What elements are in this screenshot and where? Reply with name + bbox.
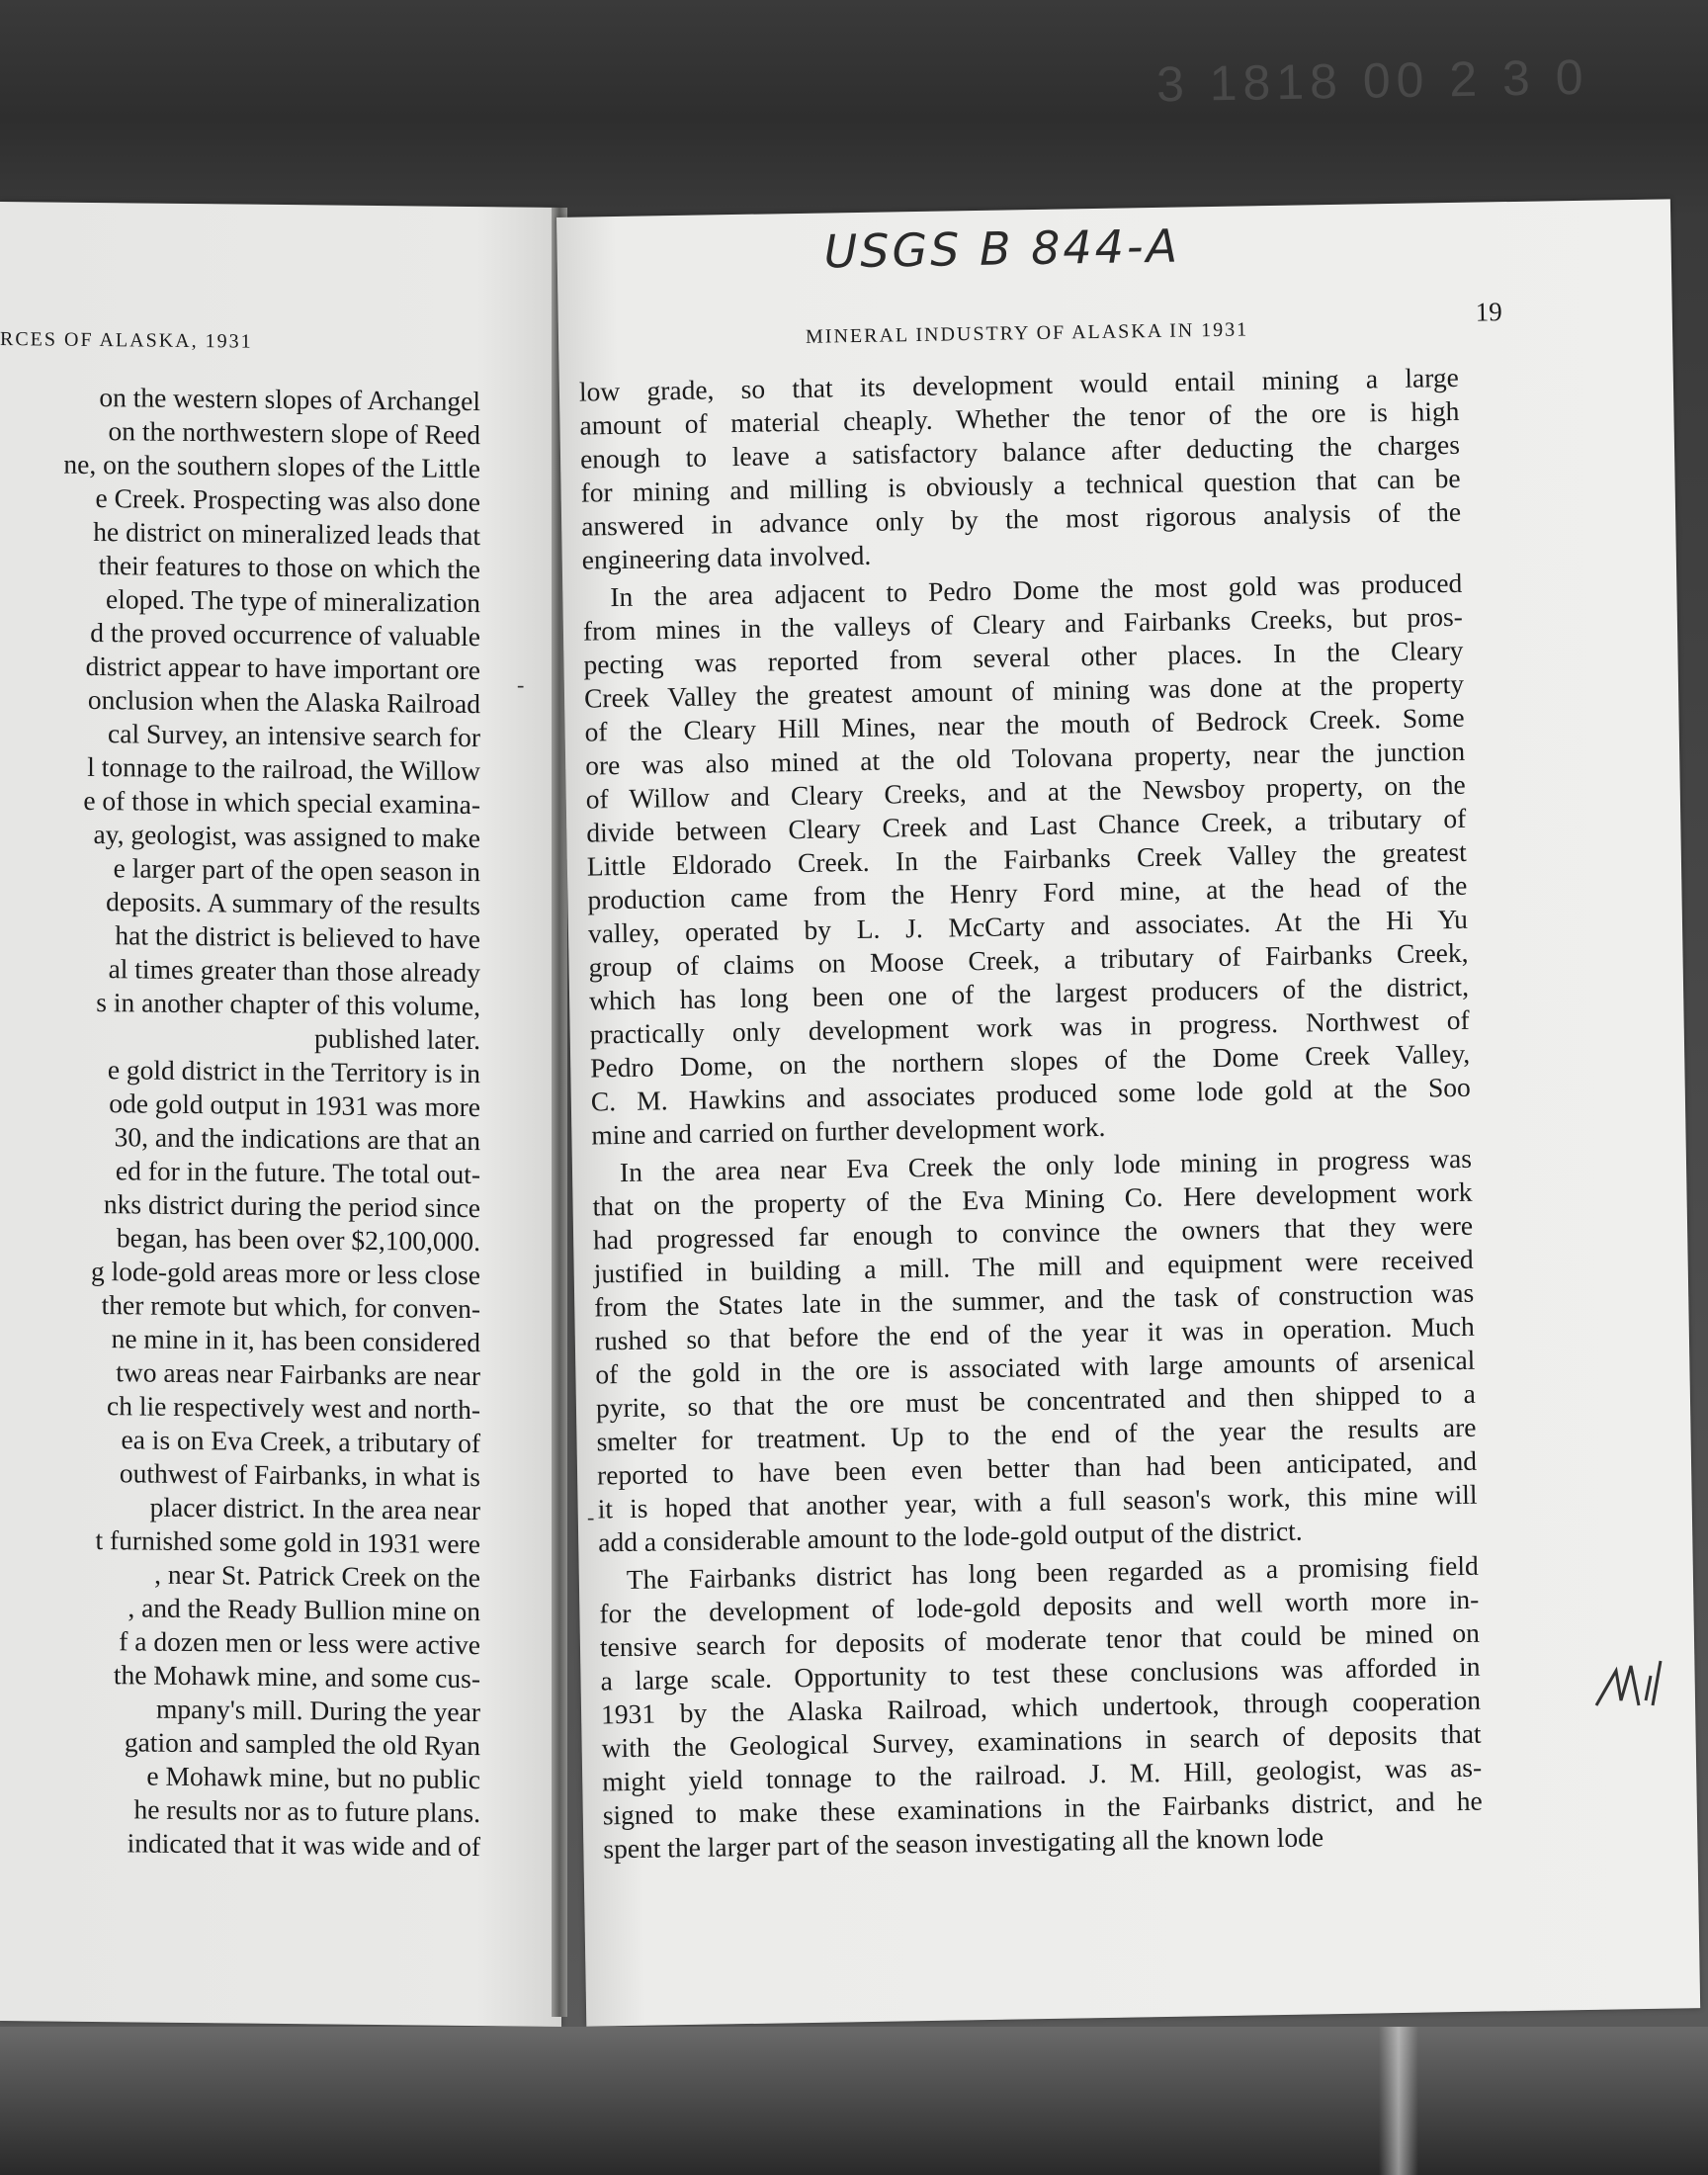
text-line: The Fairbanks district has long been regarded as a promising field (626, 1549, 1479, 1596)
text-line: 30, and the indications are that an (114, 1121, 480, 1157)
text-line: on the western slopes of Archangel (99, 382, 480, 417)
text-line: ea is on Eva Creek, a tributary of (121, 1424, 480, 1459)
text-line: group of claims on Moose Creek, a tributary of Fairbanks Creek, (588, 936, 1469, 983)
text-line: In the area adjacent to Pedro Dome the most gold was produced (610, 566, 1463, 613)
text-line: tensive search for deposits of moderate tenor that could be mined on (599, 1616, 1481, 1663)
text-line: s in another chapter of this volume, (96, 987, 480, 1022)
text-line: signed to make these examinations in the Fairbanks district, and he (602, 1784, 1483, 1831)
text-line: , near St. Patrick Creek on the (154, 1558, 480, 1594)
right-running-head: MINERAL INDUSTRY OF ALASKA IN 1931 (805, 318, 1249, 348)
text-line: ne mine in it, has been considered (111, 1323, 480, 1358)
text-line: rushed so that before the end of the year it was in operation. Much (594, 1310, 1475, 1356)
text-line: ed for in the future. The total out- (115, 1155, 480, 1190)
text-line: al times greater than those already (108, 953, 480, 989)
text-line: gation and sampled the old Ryan (124, 1726, 480, 1762)
text-line: enough to leave a satisfactory balance after deducting the charges (579, 428, 1461, 475)
text-line: ch lie respectively west and north- (107, 1390, 480, 1426)
text-line: with the Geological Survey, examinations in search of deposits that (601, 1717, 1482, 1764)
text-line: mine and carried on further development work. (591, 1110, 1106, 1151)
text-line: that on the property of the Eva Mining Co. Here development work (592, 1175, 1473, 1222)
text-line: ode gold output in 1931 was more (109, 1088, 480, 1123)
text-line: e gold district in the Territory is in (107, 1054, 480, 1089)
text-line: a large scale. Opportunity to test these conclusions was afforded in (600, 1650, 1481, 1696)
text-line: l tonnage to the railroad, the Willow (87, 750, 480, 787)
text-line: outhwest of Fairbanks, in what is (119, 1457, 480, 1493)
margin-mark: - (517, 672, 525, 697)
text-line: production came from the Henry Ford mine, at the head of the (587, 869, 1468, 915)
text-line: eloped. The type of mineralization (105, 583, 480, 619)
text-line: from mines in the valleys of Cleary and Fairbanks Creeks, but pros- (582, 600, 1464, 647)
text-line: e Creek. Prospecting was also done (95, 482, 480, 518)
text-line: onclusion when the Alaska Railroad (87, 683, 480, 720)
text-line: low grade, so that its development would entail mining a large (578, 361, 1460, 407)
text-line: Pedro Dome, on the northern slopes of the Dome Creek Valley, (590, 1037, 1471, 1084)
text-line: 1931 by the Alaska Railroad, which undertook, through cooperation (600, 1684, 1482, 1730)
text-line: he district on mineralized leads that (93, 515, 480, 552)
page-number: 19 (1475, 297, 1502, 327)
text-line: he results nor as to future plans. (133, 1793, 480, 1829)
text-line: Little Eldorado Creek. In the Fairbanks Creek Valley the greatest (586, 835, 1468, 882)
text-line: amount of material cheaply. Whether the tenor of the ore is high (579, 394, 1460, 441)
text-line: ore was also mined at the old Tolovana property, near the junction (584, 735, 1466, 781)
text-line: published later. (313, 1022, 480, 1056)
text-line: t furnished some gold in 1931 were (95, 1524, 480, 1560)
bottom-scan-edge (0, 2027, 1708, 2175)
text-line: cal Survey, an intensive search for (108, 718, 480, 753)
margin-mark: - (587, 1505, 595, 1529)
text-line: e of those in which special examina- (83, 784, 480, 821)
text-line: for mining and milling is obviously a technical question that can be (580, 462, 1461, 508)
text-line: nks district during the period since (103, 1188, 480, 1224)
corner-pencil-mark (1591, 1651, 1670, 1710)
right-page (556, 199, 1700, 2026)
text-line: divide between Cleary Creek and Last Chance Creek, a tributary of (586, 802, 1467, 848)
scan-light-streak (1379, 2027, 1418, 2175)
text-line: the Mohawk mine, and some cus- (113, 1659, 480, 1695)
text-line: engineering data involved. (581, 539, 872, 575)
text-line: f a dozen men or less were active (119, 1625, 480, 1661)
text-line: g lode-gold areas more or less close (90, 1255, 480, 1291)
text-line: of the gold in the ore is associated with large amounts of arsenical (595, 1344, 1476, 1390)
text-line: d the proved occurrence of valuable (90, 616, 480, 652)
text-line: hat the district is believed to have (115, 919, 480, 955)
text-line: might yield tonnage to the railroad. J. M. Hill, geologist, was as- (601, 1751, 1483, 1797)
text-line: indicated that it was wide and of (127, 1827, 480, 1863)
text-line: had progressed far enough to convince the owners that they were (592, 1209, 1474, 1256)
text-line: , and the Ready Bullion mine on (128, 1592, 480, 1627)
text-line: it is hoped that another year, with a full season's work, this mine will (597, 1478, 1478, 1524)
text-line: reported to have been even better than had been anticipated, and (596, 1444, 1478, 1491)
text-line: for the development of lode-gold deposits and well worth more in- (599, 1583, 1480, 1629)
text-line: of the Cleary Hill Mines, near the mouth of Bedrock Creek. Some (584, 701, 1465, 747)
right-page-text (579, 361, 1484, 1867)
handwritten-annotation: USGS B 844-A (823, 218, 1181, 279)
text-line: mpany's mill. During the year (155, 1693, 480, 1728)
text-line: pyrite, so that the ore must be concentrated and then shipped to a (595, 1377, 1477, 1424)
text-line: In the area near Eva Creek the only lode mining in progress was (619, 1142, 1473, 1188)
catalog-stamp: 3 1818 00 2 3 0 (1155, 48, 1589, 113)
text-line: began, has been over $2,100,000. (116, 1222, 480, 1258)
text-line: smelter for treatment. Up to the end of the year the results are (596, 1411, 1477, 1457)
text-line: justified in building a mill. The mill and equipment were received (593, 1243, 1474, 1289)
text-line: from the States late in the summer, and the task of construction was (594, 1276, 1475, 1323)
text-line: of Willow and Cleary Creeks, and at the Newsboy property, on the (585, 768, 1466, 815)
text-line: C. M. Hawkins and associates produced some lode gold at the Soo (590, 1071, 1471, 1117)
text-line: Creek Valley the greatest amount of mining was done at the property (583, 667, 1465, 714)
text-line: add a considerable amount to the lode-gold output of the district. (597, 1515, 1303, 1558)
text-line: practically only development work was in progress. Northwest of (589, 1003, 1470, 1050)
text-line: ther remote but which, for conven- (101, 1289, 480, 1325)
left-page-text (0, 380, 480, 1864)
text-line: two areas near Fairbanks are near (116, 1356, 480, 1392)
text-line: deposits. A summary of the results (106, 886, 480, 921)
text-line: ne, on the southern slopes of the Little (63, 448, 480, 484)
text-line: on the northwestern slope of Reed (108, 415, 480, 451)
text-line: e Mohawk mine, but no public (146, 1760, 480, 1795)
text-line: valley, operated by L. J. McCarty and associates. At the Hi Yu (587, 903, 1469, 949)
text-line: ay, geologist, was assigned to make (93, 818, 480, 854)
text-line: district appear to have important ore (85, 650, 480, 686)
text-line: pecting was reported from several other places. In the Cleary (583, 634, 1464, 680)
text-line: e larger part of the open season in (113, 852, 480, 888)
text-line: which has long been one of the largest producers of the district, (588, 970, 1470, 1016)
left-page (0, 202, 561, 2027)
text-line: their features to those on which the (98, 550, 480, 585)
text-line: placer district. In the area near (149, 1491, 480, 1526)
text-line: spent the larger part of the season investigating all the known lode (603, 1821, 1324, 1865)
left-running-head: RCES OF ALASKA, 1931 (0, 328, 253, 353)
text-line: answered in advance only by the most rigorous analysis of the (580, 495, 1462, 542)
